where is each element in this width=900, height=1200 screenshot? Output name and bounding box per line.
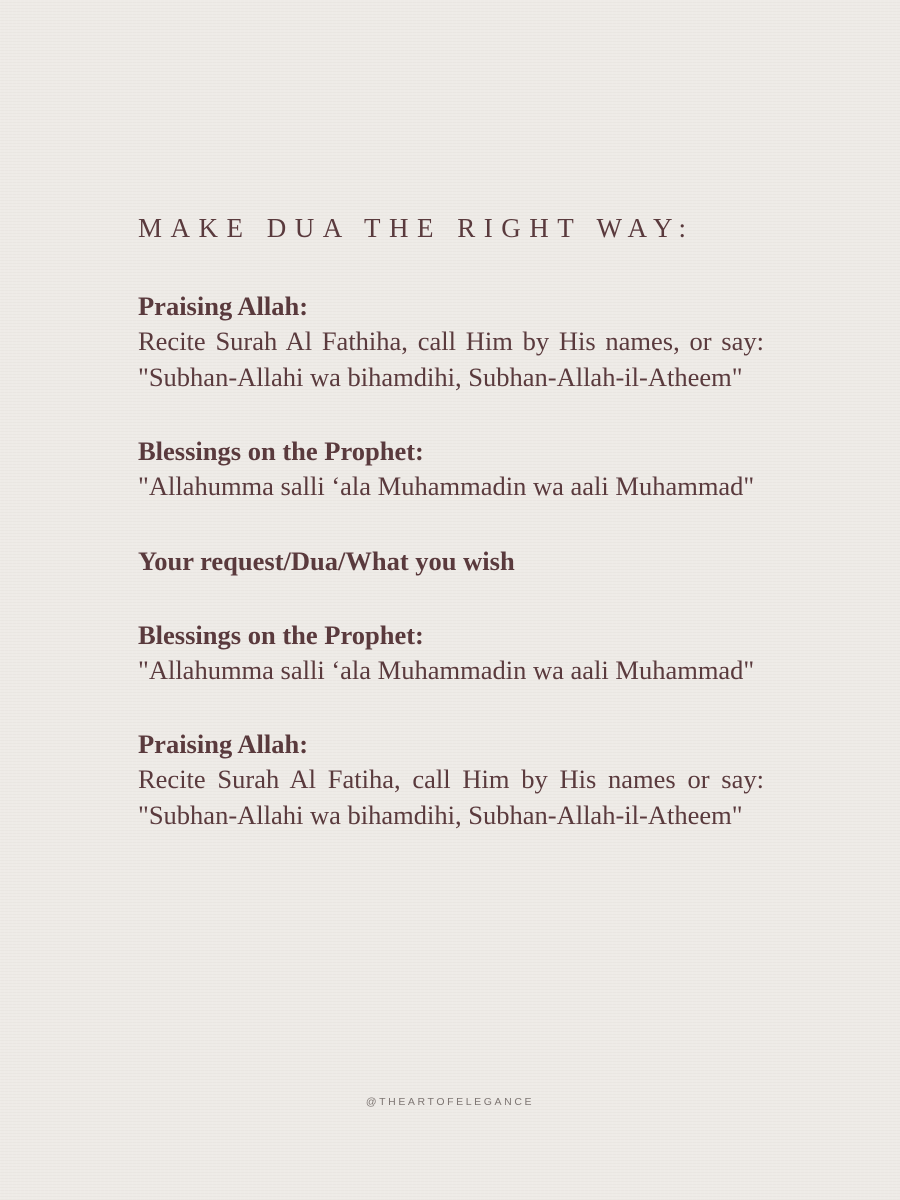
watermark-handle: @THEARTOFELEGANCE [365,1096,535,1108]
section-title: Blessings on the Prophet: [138,619,424,650]
dua-card [138,208,764,871]
section-title: Praising Allah: [138,729,309,759]
section-body: Recite Surah Al Fatiha, call Him by His names or say: "Subhan-Allahi wa bihamdihi, Subhan-Allah-il-Atheem" [138,764,764,830]
page-title: MAKE DUA THE RIGHT WAY: [138,213,695,243]
section-title: Your request/Dua/What you wish [138,545,515,576]
section-your-request [138,543,764,579]
section-body: "Allahumma salli ‘ala Muhammadin wa aali Muhammad" [138,471,755,501]
section-body: Recite Surah Al Fathiha, call Him by His names, or say: "Subhan-Allahi wa bihamdihi, Subhan-Allah-il-Atheem" [138,326,764,392]
section-praising-allah [138,288,764,395]
section-title: Blessings on the Prophet: [138,436,424,466]
section-body: "Allahumma salli ‘ala Muhammadin wa aali Muhammad" [138,654,755,685]
section-blessings-prophet-2 [138,617,764,689]
section-blessings-prophet [138,433,764,505]
section-title: Praising Allah: [138,291,309,321]
section-praising-allah-2 [138,726,764,833]
